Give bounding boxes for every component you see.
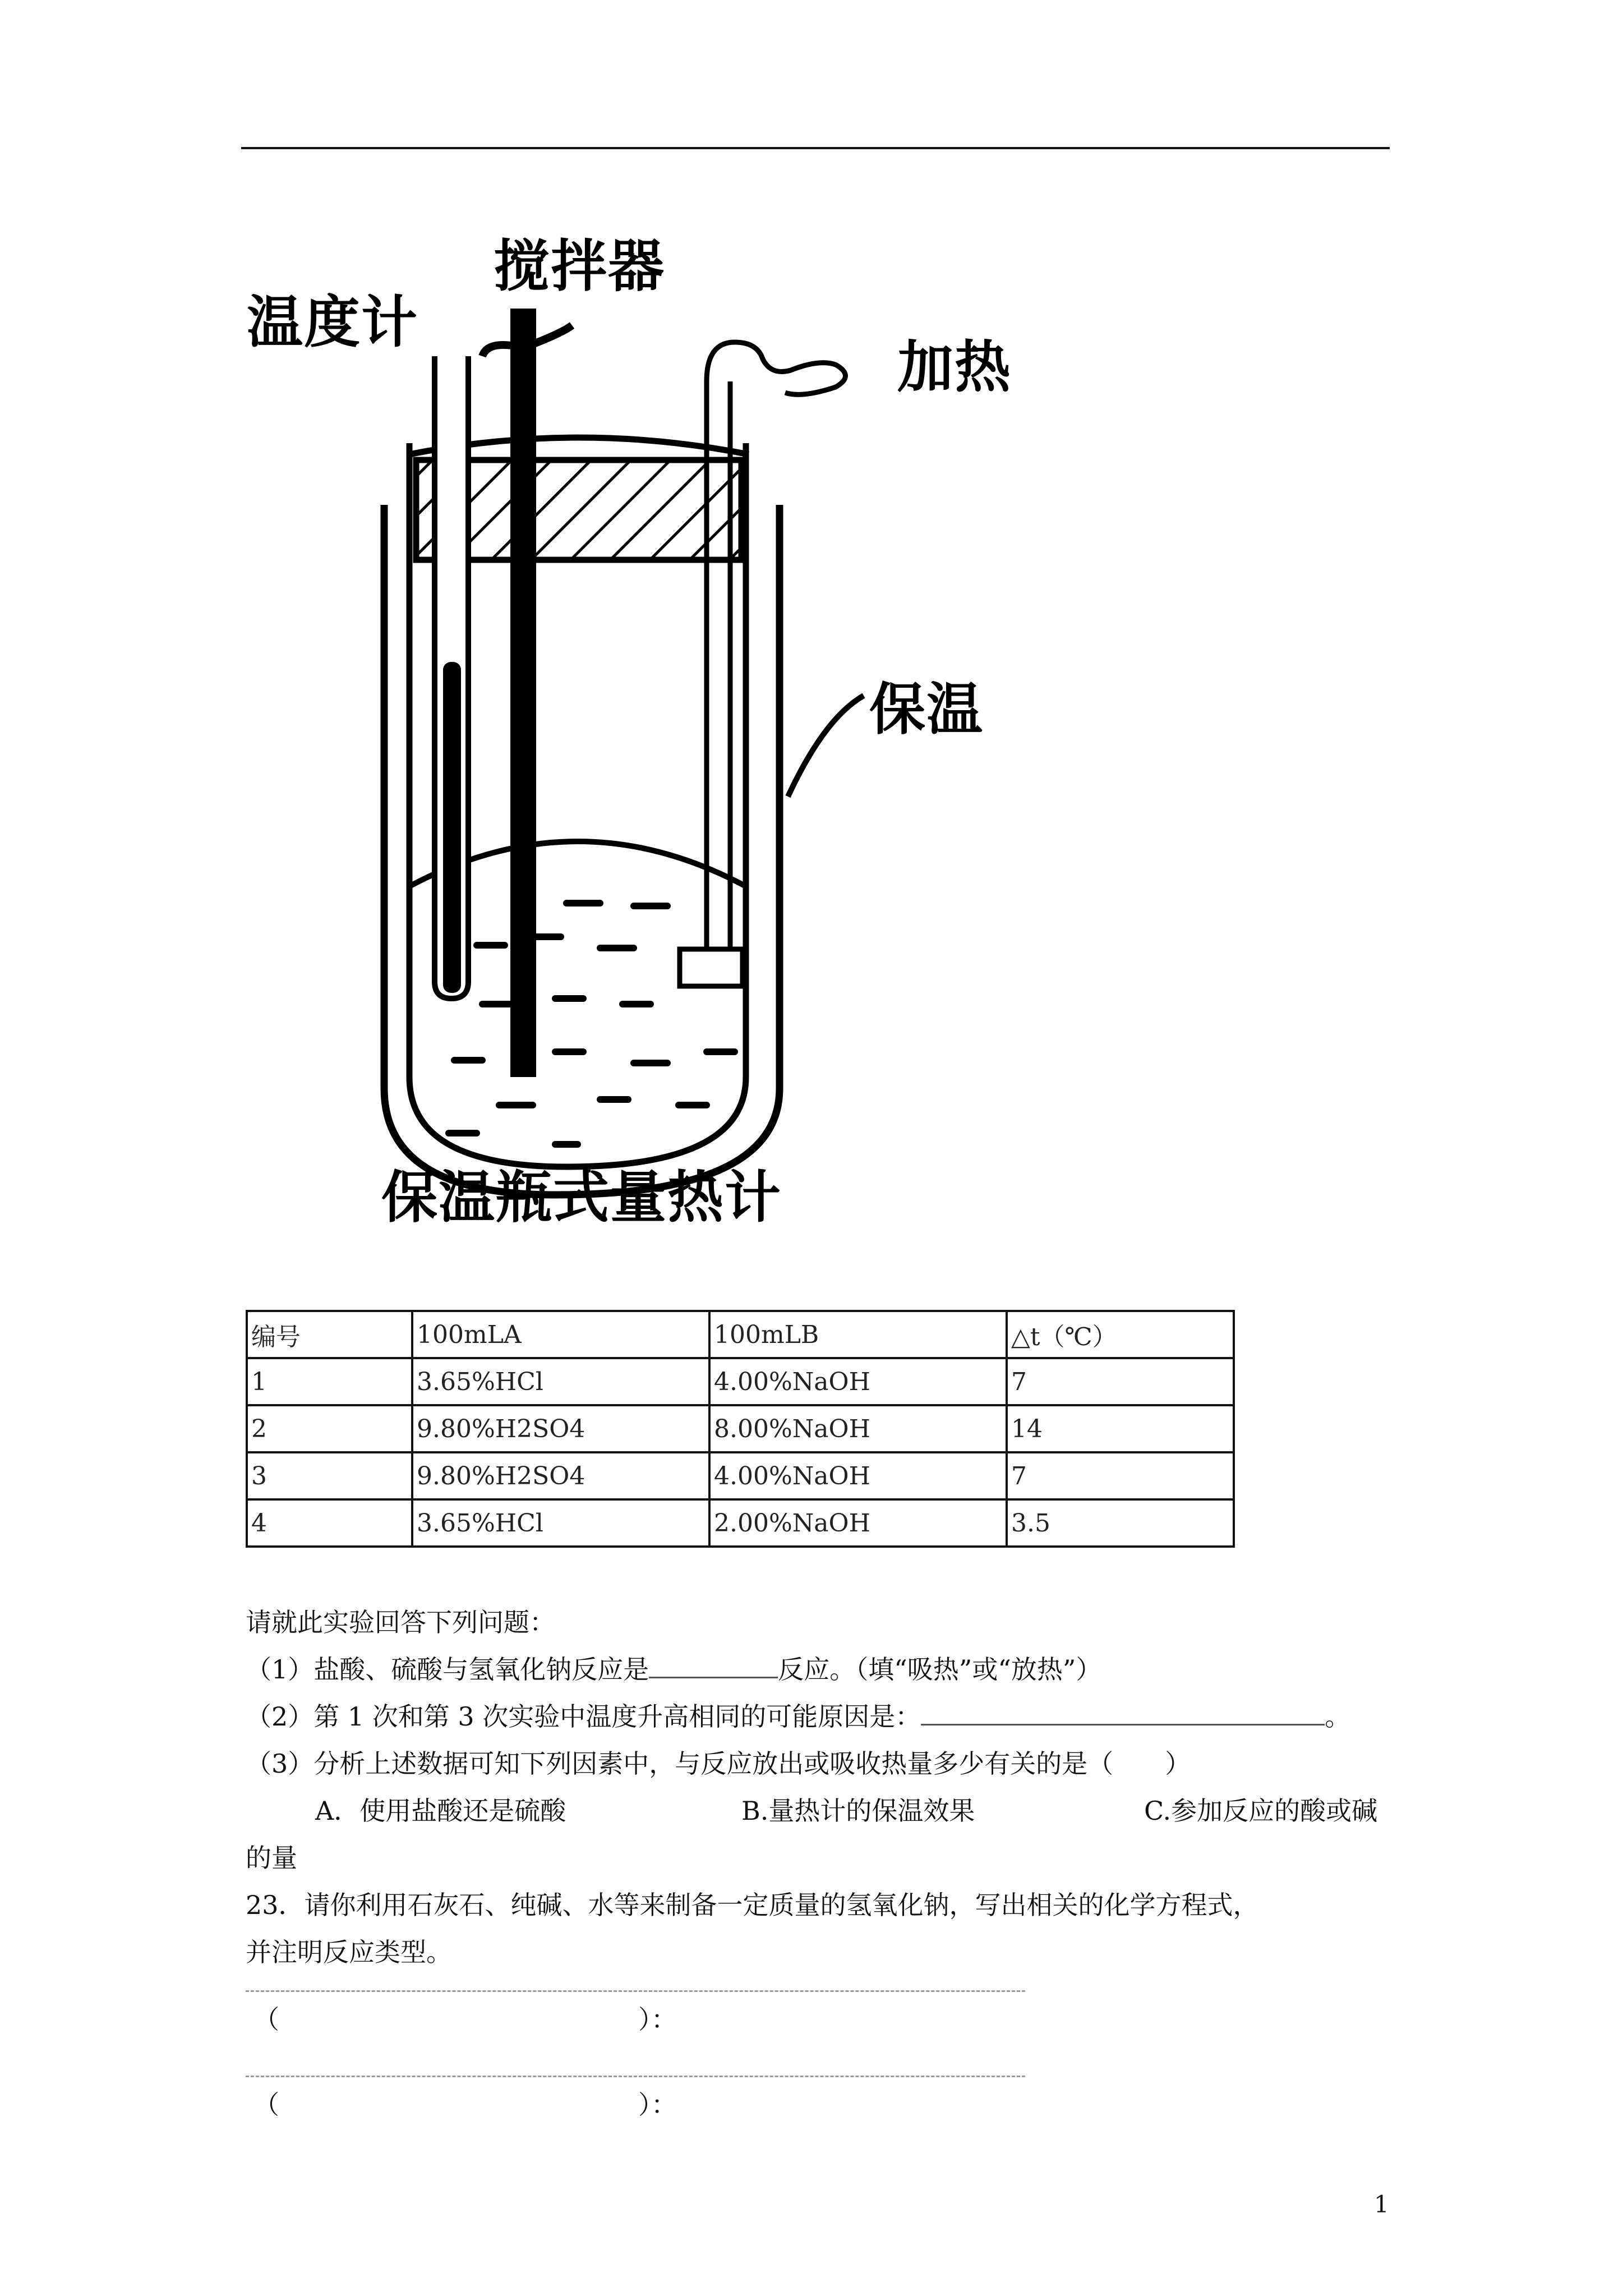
option-b: B.量热计的保温效果 (741, 1796, 975, 1826)
question-1-text-b: 反应。（填“吸热”或“放热”） (778, 1654, 1102, 1685)
table-cell: 7 (1007, 1358, 1234, 1405)
table-cell: 2.00%NaOH (709, 1499, 1007, 1547)
table-header-cell: 编号 (247, 1311, 412, 1358)
question-2 (246, 1700, 1350, 1733)
table-row (247, 1405, 1234, 1452)
answer-paren-close-1: ）： (638, 2004, 677, 2035)
table-cell: 4.00%NaOH (709, 1452, 1007, 1499)
table-cell: 7 (1007, 1452, 1234, 1499)
answer-line-1[interactable] (246, 1990, 1025, 1992)
option-c-continued: 的量 (246, 1843, 297, 1873)
table-row (247, 1452, 1234, 1499)
table-header-cell: 100mLB (709, 1311, 1007, 1358)
question-2-text-b: 。 (1325, 1701, 1351, 1732)
question-3: （3）分析上述数据可知下列因素中，与反应放出或吸收热量多少有关的是（ ） (246, 1749, 1191, 1779)
table-cell: 8.00%NaOH (709, 1405, 1007, 1452)
table-cell: 4.00%NaOH (709, 1358, 1007, 1405)
option-a: A．使用盐酸还是硫酸 (315, 1796, 566, 1826)
stirrer-label: 搅拌器 (494, 233, 665, 299)
insulation-label: 保温 (869, 677, 984, 742)
stirrer-rod (510, 309, 536, 1077)
page-number: 1 (1374, 2191, 1389, 2218)
heater-element (680, 949, 743, 986)
insulation-pointer (788, 696, 864, 797)
header-rule (241, 147, 1390, 149)
question-23-line-2: 并注明反应类型。 (246, 1937, 452, 1967)
heater-wire (707, 342, 846, 394)
experiment-table (246, 1310, 1235, 1548)
question-23-line-1: 23．请你利用石灰石、纯碱、水等来制备一定质量的氢氧化钠，写出相关的化学方程式， (246, 1890, 1259, 1920)
table-cell: 14 (1007, 1405, 1234, 1452)
question-2-text-a: （2）第 1 次和第 3 次实验中温度升高相同的可能原因是： (246, 1701, 921, 1732)
thermometer-label: 温度计 (247, 289, 418, 355)
table-row (247, 1499, 1234, 1547)
liquid-dashes (449, 903, 735, 1144)
thermometer-mercury (443, 662, 461, 993)
answer-blank-1[interactable] (649, 1653, 778, 1678)
table-cell: 1 (247, 1358, 412, 1405)
table-cell: 9.80%H2SO4 (412, 1452, 709, 1499)
table-cell: 4 (247, 1499, 412, 1547)
question-1 (246, 1653, 1101, 1686)
table-cell: 3.65%HCl (412, 1358, 709, 1405)
table-cell: 2 (247, 1405, 412, 1452)
answer-paren-close-2: ）： (638, 2090, 677, 2120)
question-1-text-a: （1）盐酸、硫酸与氢氧化钠反应是 (246, 1654, 649, 1685)
answer-paren-open-1: （ (253, 2004, 279, 2035)
table-cell: 3.5 (1007, 1499, 1234, 1547)
answer-blank-2[interactable] (921, 1700, 1325, 1726)
table-cell: 9.80%H2SO4 (412, 1405, 709, 1452)
figure-caption: 保温瓶式量热计 (381, 1165, 782, 1230)
questions-intro: 请就此实验回答下列问题： (246, 1607, 555, 1637)
option-c: C.参加反应的酸或碱 (1144, 1796, 1378, 1826)
table-header-row (247, 1311, 1234, 1358)
answer-line-2[interactable] (246, 2076, 1025, 2077)
table-cell: 3.65%HCl (412, 1499, 709, 1547)
table-cell: 3 (247, 1452, 412, 1499)
table-row (247, 1358, 1234, 1405)
table-header-cell: △t（℃） (1007, 1311, 1234, 1358)
calorimeter-figure (241, 213, 1082, 1279)
table-header-cell: 100mLA (412, 1311, 709, 1358)
answer-paren-open-2: （ (253, 2090, 279, 2120)
heating-label: 加热 (897, 334, 1012, 400)
